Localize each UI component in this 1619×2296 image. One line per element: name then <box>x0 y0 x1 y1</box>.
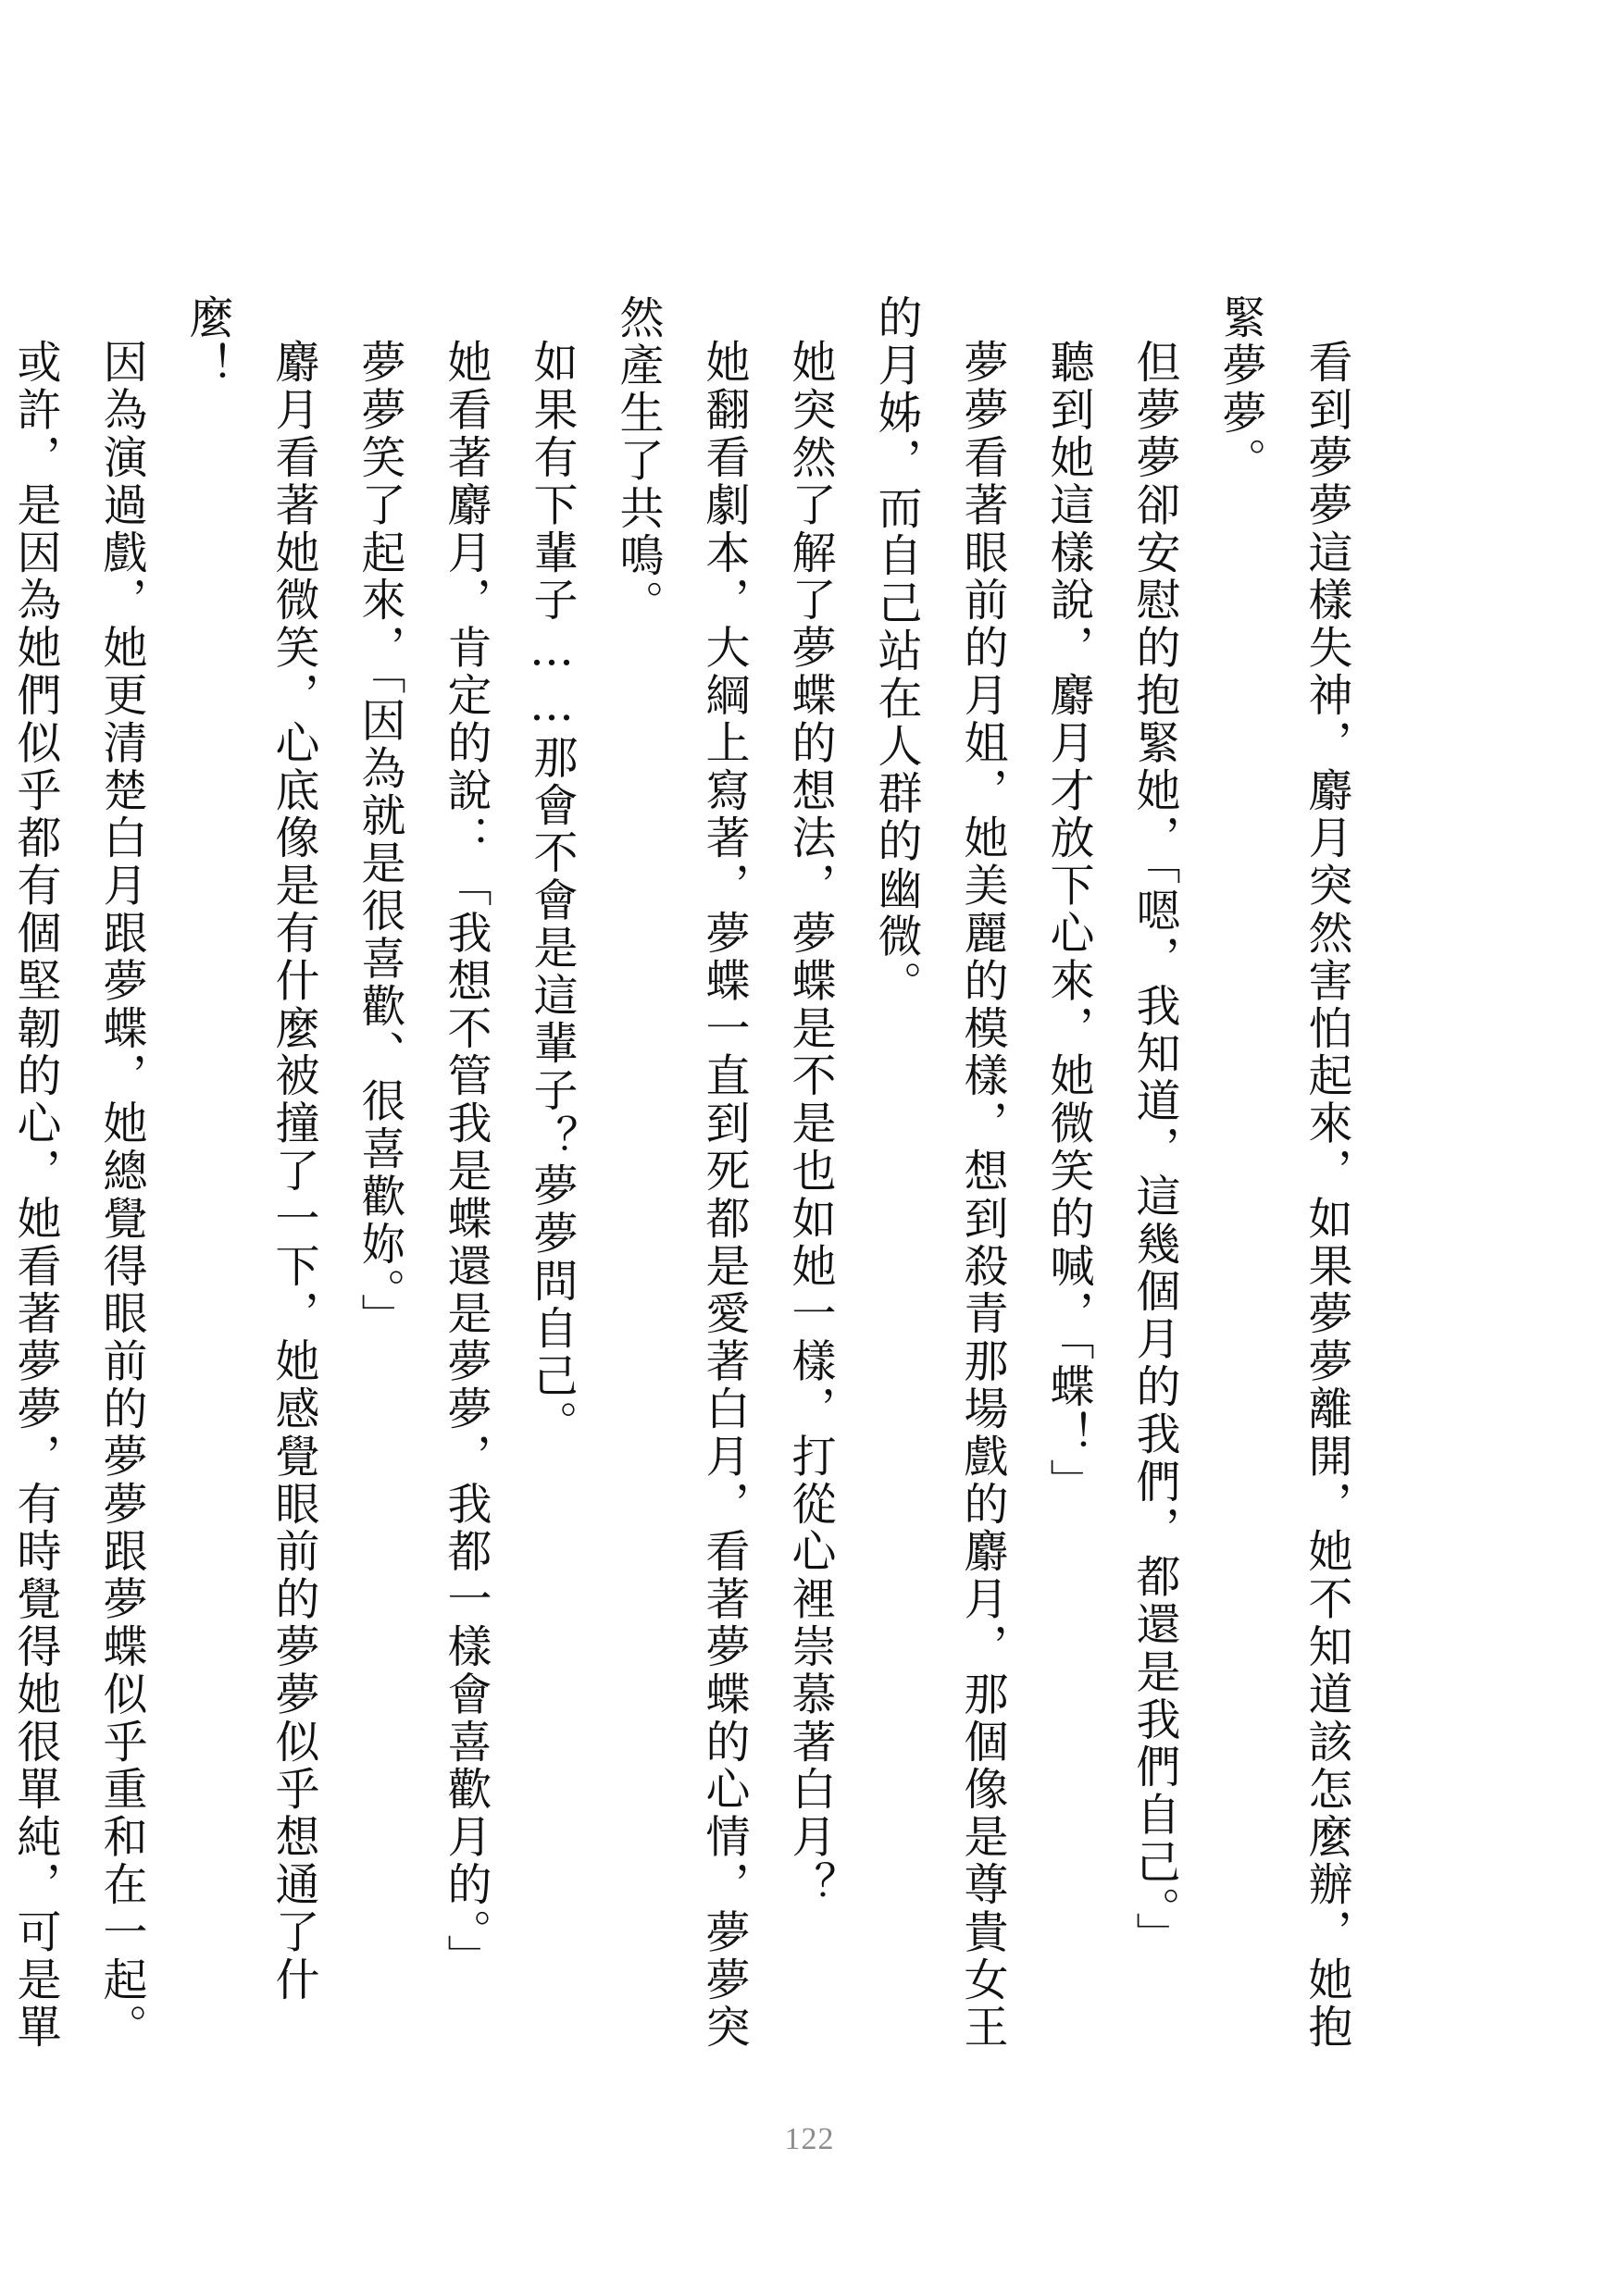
paragraph-2: 但夢夢卻安慰的抱緊她，「嗯，我知道，這幾個月的我們，都還是我們自己。」 <box>1128 339 1180 1959</box>
paragraph-4: 夢夢看著眼前的月姐，她美麗的模樣，想到殺青那場戲的麝月，那個像是尊貴女王的月姊，而自己站在人群的幽微。 <box>870 294 1008 2052</box>
paragraph-9: 夢夢笑了起來，「因為就是很喜歡、很喜歡妳。」 <box>354 339 405 1341</box>
paragraph-1: 看到夢夢這樣失神，麝月突然害怕起來，如果夢夢離開，她不知道該怎麼辦，她抱緊夢夢。 <box>1214 294 1352 2052</box>
paragraph-11: 因為演過戲，她更清楚白月跟夢蝶，她總覺得眼前的夢夢跟夢蝶似乎重和在一起。 <box>95 339 147 2052</box>
paragraph-8: 她看著麝月，肯定的說：「我想不管我是蝶還是夢夢，我都一樣會喜歡月的。」 <box>440 339 492 1981</box>
paragraph-6: 她翻看劇本，大綱上寫著，夢蝶一直到死都是愛著白月，看著夢蝶的心情，夢夢突然產生了共鳴。 <box>612 294 750 2052</box>
vertical-text-body <box>0 294 1369 2066</box>
paragraph-3: 聽到她這樣說，麝月才放下心來，她微笑的喊，「蝶！」 <box>1042 339 1094 1506</box>
paragraph-7: 如果有下輩子……那會不會是這輩子？夢夢問自己。 <box>526 339 578 1448</box>
paragraph-12: 或許，是因為她們似乎都有個堅韌的心，她看著夢夢，有時覺得她很單純，可是單 <box>9 339 61 2052</box>
paragraph-5: 她突然了解了夢蝶的想法，夢蝶是不是也如她一樣，打從心裡崇慕著白月？ <box>784 339 836 1909</box>
page-number: 122 <box>784 2122 835 2156</box>
paragraph-10: 麝月看著她微笑，心底像是有什麼被撞了一下，她感覺眼前的夢夢似乎想通了什麼！ <box>181 294 319 2004</box>
